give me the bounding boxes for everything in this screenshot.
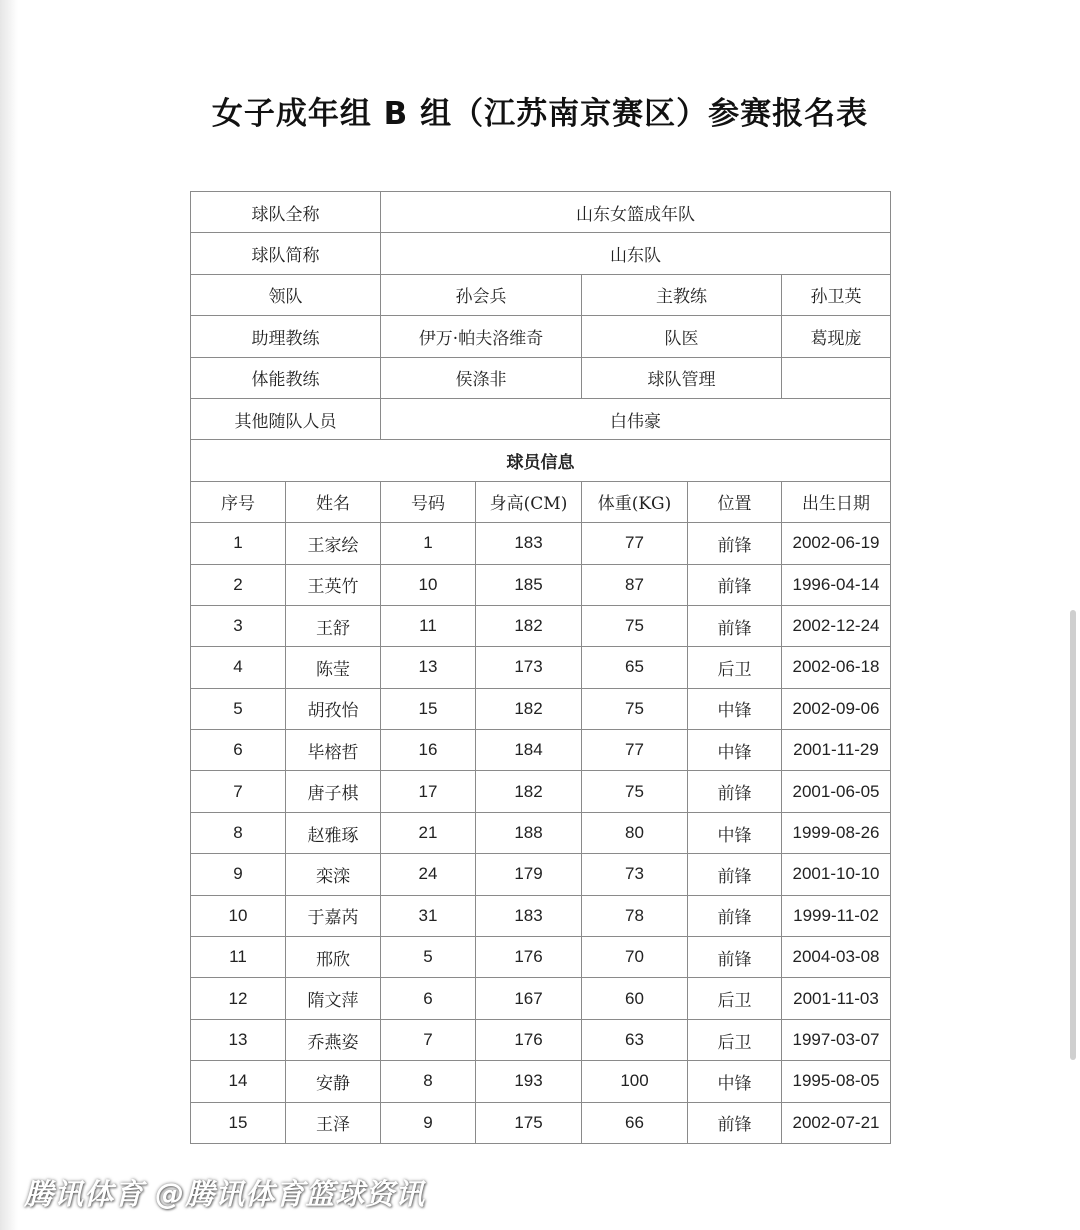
player-name: 陈莹 <box>286 647 381 688</box>
players-section-title: 球员信息 <box>191 440 891 481</box>
player-number: 7 <box>381 1019 476 1060</box>
row-leader-coach <box>191 274 891 315</box>
player-weight: 75 <box>582 605 688 646</box>
player-birthdate: 2002-06-18 <box>782 647 891 688</box>
player-birthdate: 1995-08-05 <box>782 1061 891 1102</box>
player-height: 175 <box>476 1102 582 1143</box>
player-name: 隋文萍 <box>286 978 381 1019</box>
player-weight: 100 <box>582 1061 688 1102</box>
player-height: 188 <box>476 812 582 853</box>
player-position: 后卫 <box>688 978 782 1019</box>
player-height: 193 <box>476 1061 582 1102</box>
player-height: 183 <box>476 523 582 564</box>
header-name: 姓名 <box>286 481 381 522</box>
player-weight: 80 <box>582 812 688 853</box>
page-left-edge <box>0 0 18 1230</box>
registration-form-table <box>190 191 891 1144</box>
label-fitness-coach: 体能教练 <box>191 357 381 398</box>
label-assistant-coach: 助理教练 <box>191 316 381 357</box>
player-number: 15 <box>381 688 476 729</box>
player-row <box>191 688 891 729</box>
player-weight: 78 <box>582 895 688 936</box>
player-weight: 65 <box>582 647 688 688</box>
player-index: 2 <box>191 564 286 605</box>
player-number: 5 <box>381 937 476 978</box>
player-height: 184 <box>476 730 582 771</box>
player-height: 173 <box>476 647 582 688</box>
player-height: 182 <box>476 605 582 646</box>
player-height: 185 <box>476 564 582 605</box>
player-name: 王英竹 <box>286 564 381 605</box>
scrollbar[interactable] <box>1070 610 1076 1060</box>
label-other-staff: 其他随队人员 <box>191 398 381 439</box>
row-team-short-name <box>191 233 891 274</box>
player-index: 12 <box>191 978 286 1019</box>
header-weight: 体重(KG) <box>582 481 688 522</box>
player-position: 中锋 <box>688 812 782 853</box>
player-birthdate: 1996-04-14 <box>782 564 891 605</box>
value-assistant-coach: 伊万·帕夫洛维奇 <box>381 316 582 357</box>
player-row <box>191 647 891 688</box>
player-name: 邢欣 <box>286 937 381 978</box>
player-height: 167 <box>476 978 582 1019</box>
player-number: 16 <box>381 730 476 771</box>
header-index: 序号 <box>191 481 286 522</box>
player-row <box>191 523 891 564</box>
player-weight: 77 <box>582 730 688 771</box>
player-position: 前锋 <box>688 854 782 895</box>
player-name: 王家绘 <box>286 523 381 564</box>
header-position: 位置 <box>688 481 782 522</box>
player-number: 13 <box>381 647 476 688</box>
player-weight: 66 <box>582 1102 688 1143</box>
player-birthdate: 2002-12-24 <box>782 605 891 646</box>
player-row <box>191 937 891 978</box>
player-weight: 73 <box>582 854 688 895</box>
player-index: 5 <box>191 688 286 729</box>
player-number: 1 <box>381 523 476 564</box>
player-number: 9 <box>381 1102 476 1143</box>
value-head-coach: 孙卫英 <box>782 274 891 315</box>
player-weight: 70 <box>582 937 688 978</box>
player-birthdate: 1997-03-07 <box>782 1019 891 1060</box>
player-birthdate: 2001-11-03 <box>782 978 891 1019</box>
player-number: 17 <box>381 771 476 812</box>
player-number: 31 <box>381 895 476 936</box>
player-birthdate: 1999-08-26 <box>782 812 891 853</box>
player-position: 前锋 <box>688 771 782 812</box>
value-team-short-name: 山东队 <box>381 233 891 274</box>
value-team-full-name: 山东女篮成年队 <box>381 192 891 233</box>
player-position: 后卫 <box>688 647 782 688</box>
player-position: 前锋 <box>688 564 782 605</box>
document-title: 女子成年组 B 组（江苏南京赛区）参赛报名表 <box>211 96 869 132</box>
player-index: 10 <box>191 895 286 936</box>
player-index: 14 <box>191 1061 286 1102</box>
label-doctor: 队医 <box>582 316 782 357</box>
label-team-manager: 球队管理 <box>582 357 782 398</box>
player-index: 8 <box>191 812 286 853</box>
player-weight: 75 <box>582 688 688 729</box>
player-position: 前锋 <box>688 605 782 646</box>
player-position: 中锋 <box>688 730 782 771</box>
player-position: 前锋 <box>688 523 782 564</box>
player-row <box>191 730 891 771</box>
value-leader: 孙会兵 <box>381 274 582 315</box>
player-birthdate: 2001-10-10 <box>782 854 891 895</box>
player-row <box>191 1019 891 1060</box>
player-position: 中锋 <box>688 1061 782 1102</box>
player-index: 4 <box>191 647 286 688</box>
player-row <box>191 895 891 936</box>
player-name: 赵雅琢 <box>286 812 381 853</box>
player-number: 21 <box>381 812 476 853</box>
player-row <box>191 605 891 646</box>
header-height: 身高(CM) <box>476 481 582 522</box>
player-index: 3 <box>191 605 286 646</box>
player-height: 179 <box>476 854 582 895</box>
player-weight: 77 <box>582 523 688 564</box>
player-weight: 60 <box>582 978 688 1019</box>
watermark: 腾讯体育 @腾讯体育篮球资讯 <box>24 1177 426 1211</box>
player-row <box>191 978 891 1019</box>
player-birthdate: 2001-06-05 <box>782 771 891 812</box>
player-weight: 75 <box>582 771 688 812</box>
player-weight: 87 <box>582 564 688 605</box>
player-number: 6 <box>381 978 476 1019</box>
player-height: 176 <box>476 937 582 978</box>
player-birthdate: 2001-11-29 <box>782 730 891 771</box>
player-position: 中锋 <box>688 688 782 729</box>
label-team-full-name: 球队全称 <box>191 192 381 233</box>
row-column-headers <box>191 481 891 522</box>
player-name: 毕榕哲 <box>286 730 381 771</box>
player-index: 7 <box>191 771 286 812</box>
player-position: 后卫 <box>688 1019 782 1060</box>
player-index: 11 <box>191 937 286 978</box>
player-height: 182 <box>476 688 582 729</box>
player-index: 15 <box>191 1102 286 1143</box>
player-name: 王泽 <box>286 1102 381 1143</box>
player-position: 前锋 <box>688 1102 782 1143</box>
player-number: 10 <box>381 564 476 605</box>
row-assistant-doctor <box>191 316 891 357</box>
row-team-full-name <box>191 192 891 233</box>
player-birthdate: 1999-11-02 <box>782 895 891 936</box>
player-position: 前锋 <box>688 895 782 936</box>
player-number: 11 <box>381 605 476 646</box>
player-name: 安静 <box>286 1061 381 1102</box>
player-row <box>191 1061 891 1102</box>
player-birthdate: 2002-09-06 <box>782 688 891 729</box>
row-fitness-manager <box>191 357 891 398</box>
player-row <box>191 1102 891 1143</box>
player-birthdate: 2002-06-19 <box>782 523 891 564</box>
player-row <box>191 771 891 812</box>
header-birthdate: 出生日期 <box>782 481 891 522</box>
player-birthdate: 2002-07-21 <box>782 1102 891 1143</box>
value-other-staff: 白伟豪 <box>381 398 891 439</box>
label-head-coach: 主教练 <box>582 274 782 315</box>
player-birthdate: 2004-03-08 <box>782 937 891 978</box>
player-number: 8 <box>381 1061 476 1102</box>
player-name: 乔燕姿 <box>286 1019 381 1060</box>
player-number: 24 <box>381 854 476 895</box>
header-number: 号码 <box>381 481 476 522</box>
player-height: 182 <box>476 771 582 812</box>
player-name: 于嘉芮 <box>286 895 381 936</box>
player-row <box>191 854 891 895</box>
player-name: 胡孜怡 <box>286 688 381 729</box>
player-row <box>191 812 891 853</box>
value-doctor: 葛现庞 <box>782 316 891 357</box>
player-index: 1 <box>191 523 286 564</box>
player-name: 栾滦 <box>286 854 381 895</box>
player-weight: 63 <box>582 1019 688 1060</box>
value-fitness-coach: 侯涤非 <box>381 357 582 398</box>
value-team-manager <box>782 357 891 398</box>
player-position: 前锋 <box>688 937 782 978</box>
label-team-short-name: 球队简称 <box>191 233 381 274</box>
row-players-section <box>191 440 891 481</box>
row-other-staff <box>191 398 891 439</box>
player-name: 唐子棋 <box>286 771 381 812</box>
player-name: 王舒 <box>286 605 381 646</box>
player-height: 176 <box>476 1019 582 1060</box>
player-row <box>191 564 891 605</box>
player-height: 183 <box>476 895 582 936</box>
player-index: 9 <box>191 854 286 895</box>
label-leader: 领队 <box>191 274 381 315</box>
player-index: 6 <box>191 730 286 771</box>
player-index: 13 <box>191 1019 286 1060</box>
